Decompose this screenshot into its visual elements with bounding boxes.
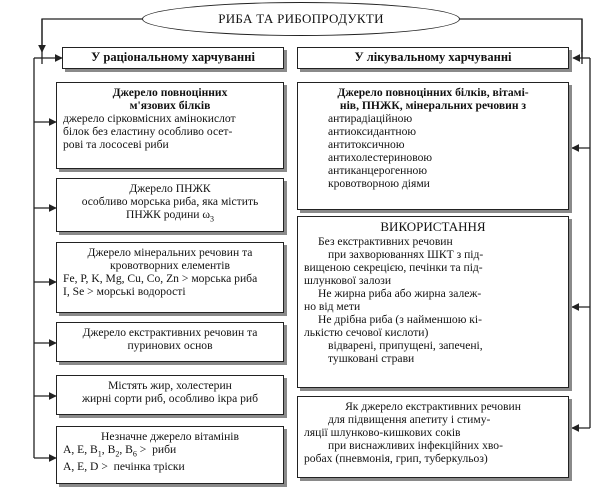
left-box-pufa — [56, 178, 284, 232]
left-box-extractives — [56, 322, 284, 362]
box-text: жирні сорти риб, особливо ікра риб — [81, 392, 259, 405]
left-box-vitamins — [56, 426, 284, 484]
box-text: Не дрібна риба (з найменшою кі- — [318, 313, 483, 326]
box-text: рові та лососеві риби — [63, 138, 169, 151]
box-heading: Незначне джерело вітамінів — [100, 430, 240, 443]
box-heading: нів, ПНЖК, мінеральних речовин з — [339, 99, 527, 112]
list-item: кровотворною діями — [328, 177, 430, 190]
left-box-fat — [56, 375, 284, 415]
box-heading: Джерело мінеральних речовин та — [87, 246, 253, 259]
box-text: ляції шлунково-кишкових соків — [304, 426, 461, 439]
box-heading: Джерело екстрактивних речовин та — [82, 326, 258, 339]
left-box-minerals — [56, 242, 284, 313]
box-text: білок без еластину особливо осет- — [63, 125, 233, 138]
box-text: особливо морська риба, яка містить — [81, 195, 259, 208]
box-text: Fe, P, K, Mg, Cu, Co, Zn > морська риба — [63, 272, 258, 285]
box-text: вищеною секрецією, печінки та під- — [304, 261, 483, 274]
list-item: антиоксидантною — [328, 125, 417, 138]
right-box-extractives-usage — [297, 396, 569, 478]
box-text: Не жирна риба або жирна залеж- — [318, 287, 482, 300]
list-item: антитоксичною — [328, 138, 405, 151]
box-text: ПНЖК родини $\omega_3$ — [125, 208, 215, 224]
box-heading: кровотворних елементів — [110, 259, 230, 272]
box-text: для підвищення апетиту і стиму- — [328, 413, 491, 426]
left-box-protein — [56, 82, 284, 169]
box-text: I, Se > морські водорості — [63, 285, 186, 298]
list-item: антирадіаційною — [328, 112, 413, 125]
diagram-title: РИБА ТА РИБОПРОДУКТИ — [142, 2, 460, 36]
box-text: при захворюваннях ШКТ з під- — [328, 248, 484, 261]
box-heading: м'язових білків — [129, 99, 211, 112]
box-text: Як джерело екстрактивних речовин — [345, 400, 521, 413]
box-heading: пуринових основ — [127, 339, 213, 352]
box-text: джерело сірковмісних амінокислот — [63, 112, 236, 125]
right-column-header: У лікувальному харчуванні — [297, 47, 569, 69]
box-text: но від мети — [304, 300, 361, 313]
list-item: антиканцерогенною — [328, 164, 427, 177]
right-box-therapeutic-effects — [297, 82, 569, 210]
box-text: A, E, D > печінка тріски — [63, 460, 185, 474]
box-heading: Джерело повноцінних білків, вітамі- — [337, 86, 529, 99]
box-text: лькістю сечової кислоти) — [304, 326, 429, 339]
left-column-header: У раціональному харчуванні — [62, 47, 284, 69]
box-text: відварені, припущені, запечені, — [328, 339, 483, 352]
box-text: A, E, $B_1$, $B_2$, $B_6$ > риби — [63, 443, 177, 459]
box-text: Без екстрактивних речовин — [318, 235, 453, 248]
right-box-usage — [297, 216, 569, 388]
box-text: при виснажливих інфекційних хво- — [328, 439, 503, 452]
box-text: шлункової залози — [304, 274, 392, 287]
list-item: антихолестериновою — [328, 151, 433, 164]
box-text: тушковані страви — [328, 352, 415, 365]
box-heading: Містять жир, холестерин — [108, 379, 232, 392]
box-heading: Джерело повноцінних — [112, 86, 228, 99]
box-heading: ВИКОРИСТАННЯ — [380, 219, 486, 234]
box-text: робах (пневмонія, грип, туберкульоз) — [304, 452, 488, 465]
box-heading: Джерело ПНЖК — [129, 182, 211, 195]
